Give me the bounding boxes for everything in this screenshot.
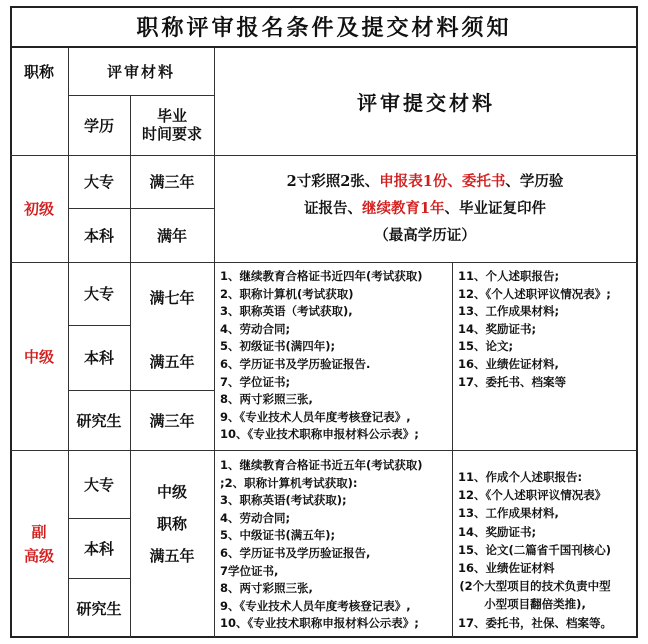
list-item: 14、奖励证书; — [458, 321, 537, 336]
header-title-col: 职称 — [23, 63, 54, 81]
senior-education-3: 研究生 — [76, 599, 122, 618]
level-senior-line1: 副 — [31, 523, 47, 541]
intermediate-education-3: 研究生 — [76, 411, 122, 430]
level-senior — [10, 450, 68, 638]
list-item: 2、职称计算机(考试获取) — [220, 286, 354, 301]
divider — [452, 262, 453, 638]
list-item: 10、《专业技术职称申报材料公示表》; — [220, 616, 419, 631]
list-item: 16、业绩佐证材料, — [458, 356, 559, 371]
list-item: 11、个人述职报告; — [458, 269, 560, 283]
intermediate-education-1: 大专 — [83, 285, 114, 303]
junior-education-2: 本科 — [83, 226, 114, 245]
list-item: ;2、职称计算机考试获取): — [220, 475, 358, 490]
header-time-line2: 时间要求 — [141, 125, 202, 143]
intermediate-materials-left — [220, 268, 423, 444]
list-item: 4、劳动合同; — [220, 321, 291, 336]
list-item: 15、论文(二篇省千国刊核心) — [458, 542, 612, 557]
level-senior-line2: 高级 — [23, 547, 54, 565]
header-submit-col: 评审提交材料 — [357, 91, 495, 115]
list-item: 3、职称英语（考试获取), — [220, 304, 353, 319]
header-materials-group: 评审材料 — [106, 63, 175, 81]
list-item: 11、作成个人述职报告: — [458, 470, 583, 484]
header-time-line1: 毕业 — [156, 107, 187, 125]
list-item: 12、《个人述职评议情况表》; — [458, 286, 611, 301]
list-item: 7、学位证书; — [220, 374, 291, 389]
list-item: 7学位证书, — [220, 563, 279, 578]
list-item: 4、劳动合同; — [220, 510, 291, 525]
list-item: 1、继续教育合格证书近四年(考试获取) — [220, 269, 423, 283]
senior-time-line2: 职称 — [156, 515, 187, 533]
senior-time-line3: 满五年 — [149, 547, 195, 565]
list-item: 15、论文; — [458, 339, 514, 354]
list-item: 5、中级证书(满五年); — [220, 528, 336, 543]
intermediate-time-2: 满五年 — [149, 352, 195, 371]
level-junior: 初级 — [23, 200, 54, 218]
list-item: 8、两寸彩照三张, — [220, 392, 313, 407]
senior-materials-right — [458, 468, 612, 632]
intermediate-materials-right — [458, 268, 611, 391]
list-item: 17、委托书、档案等 — [458, 374, 567, 389]
list-item: 16、业绩佐证材料 — [458, 561, 555, 576]
intermediate-time-3: 满三年 — [149, 411, 195, 430]
list-item: 9、《专业技术人员年度考核登记表》, — [220, 409, 411, 424]
senior-time — [130, 450, 214, 638]
junior-materials: 2寸彩照2张、申报表1份、委托书、学历验 证报告、继续教育1年、毕业证复印件 （最高学历证） — [286, 173, 564, 244]
list-item: (2个大型项目的技术负责中型 — [459, 579, 611, 594]
list-item: 9、《专业技术人员年度考核登记表》, — [220, 598, 411, 613]
list-item: 13、工作成果材料; — [458, 304, 560, 319]
list-item: 14、奖励证书; — [458, 524, 537, 539]
list-item: 3、职称英语(考试获取); — [220, 493, 347, 508]
senior-education-1: 大专 — [83, 475, 114, 494]
junior-education-1: 大专 — [83, 173, 114, 191]
junior-time-1: 满三年 — [149, 173, 195, 191]
list-item: 10、《专业技术职称申报材料公示表》; — [220, 427, 419, 442]
intermediate-education-2: 本科 — [83, 349, 114, 367]
level-intermediate: 中级 — [23, 347, 54, 366]
senior-materials-left — [220, 457, 423, 633]
list-item: 6、学历证书及学历验证报告, — [220, 545, 371, 560]
list-item: 小型项目翻倍类推), — [484, 597, 586, 612]
header-education-col: 学历 — [83, 116, 114, 135]
page-title: 职称评审报名条件及提交材料须知 — [10, 6, 638, 48]
list-item: 17、委托书，社保、档案等。 — [458, 615, 613, 630]
list-item: 8、两寸彩照三张, — [220, 581, 313, 596]
senior-time-line1: 中级 — [156, 483, 187, 501]
list-item: 6、学历证书及学历验证报告. — [220, 356, 371, 371]
list-item: 13、工作成果材料, — [458, 506, 559, 521]
list-item: 5、初级证书(满四年); — [220, 339, 336, 354]
list-item: 12、《个人述职评议情况表》 — [458, 488, 607, 503]
list-item: 1、继续教育合格证书近五年(考试获取) — [220, 458, 423, 472]
intermediate-time-1: 满七年 — [149, 288, 195, 307]
senior-education-2: 本科 — [83, 539, 114, 558]
junior-time-2: 满年 — [156, 226, 187, 245]
header-time-col — [130, 95, 214, 155]
